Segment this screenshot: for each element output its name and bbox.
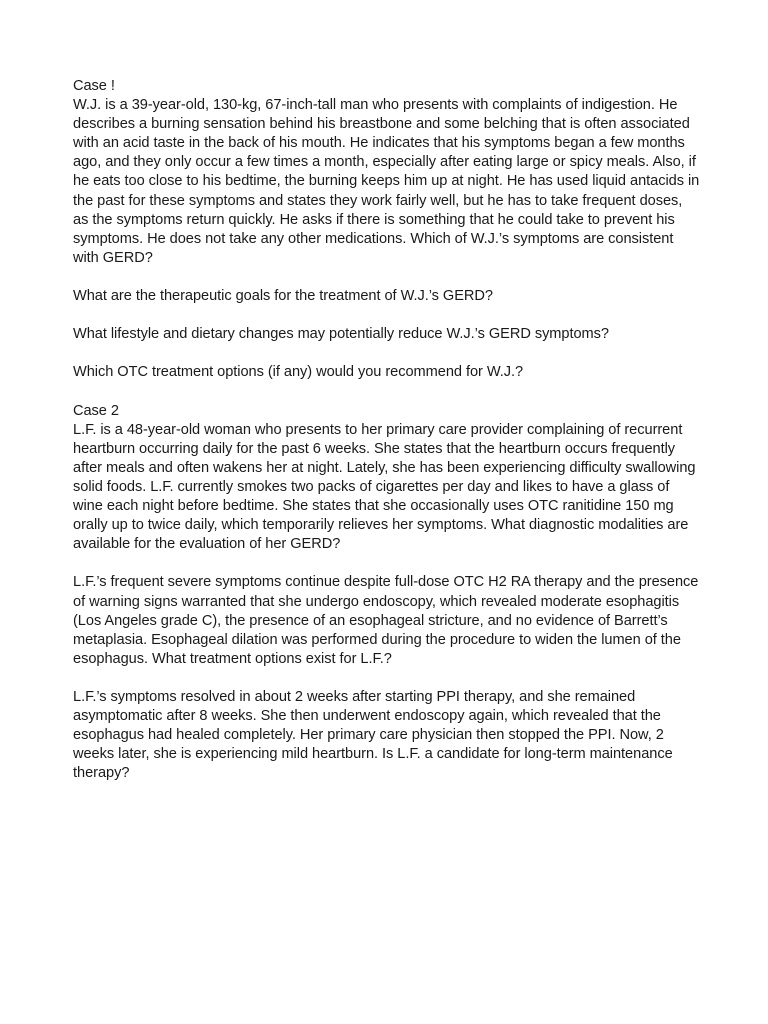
case-2-maintenance-paragraph: L.F.’s symptoms resolved in about 2 weeks after starting PPI therapy, and she remained asymptomatic after 8 weeks. She then underwent endoscopy again, which revealed that the esophagus had healed completely. Her primary care physician then stopped the PPI. Now, 2 weeks later, she is experiencing mild heartburn. Is L.F. a candidate for long-term maintenance therapy?	[73, 689, 673, 782]
case-1-question-otc: Which OTC treatment options (if any) would you recommend for W.J.?	[73, 364, 524, 381]
spacer	[73, 268, 701, 287]
case-1-section	[73, 77, 701, 383]
spacer	[73, 554, 701, 573]
case-2-section	[73, 402, 701, 784]
document-page	[73, 77, 701, 783]
case-2-title: Case 2	[73, 402, 119, 419]
case-2-endoscopy-paragraph: L.F.’s frequent severe symptoms continue despite full-dose OTC H2 RA therapy and the presence of warning signs warranted that she undergo endoscopy, which revealed moderate esophagitis (Los Angeles grade C), the presence of an esophageal stricture, and no evidence of Barrett’s metaplasia. Esophageal dilation was performed during the procedure to widen the lumen of the esophagus. What treatment options exist for L.F.?	[73, 574, 699, 667]
spacer	[73, 306, 701, 325]
case-1-question-goals: What are the therapeutic goals for the treatment of W.J.’s GERD?	[73, 288, 493, 305]
spacer	[73, 669, 701, 688]
case-1-question-lifestyle: What lifestyle and dietary changes may potentially reduce W.J.’s GERD symptoms?	[73, 326, 609, 343]
case-1-intro: W.J. is a 39-year-old, 130-kg, 67-inch-tall man who presents with complaints of indigestion. He describes a burning sensation behind his breastbone and some belching that is often associated with an acid taste in the back of his mouth. He indicates that his symptoms began a few months ago, and they only occur a few times a month, especially after eating large or spicy meals. Also, if he eats too close to his bedtime, the burning keeps him up at night. He has used liquid antacids in the past for these symptoms and states they work fairly well, but he has to take frequent doses, as the symptoms return quickly. He asks if there is something that he could take to prevent his symptoms. He does not take any other medications. Which of W.J.’s symptoms are consistent with GERD?	[73, 97, 700, 266]
case-1-title: Case !	[73, 78, 115, 94]
spacer	[73, 344, 701, 363]
case-2-intro: L.F. is a 48-year-old woman who presents to her primary care provider complaining of recurrent heartburn occurring daily for the past 6 weeks. She states that the heartburn occurs frequently after meals and often wakens her at night. Lately, she has been experiencing difficulty swallowing solid foods. L.F. currently smokes two packs of cigarettes per day and likes to have a glass of wine each night before bedtime. She states that she occasionally uses OTC ranitidine 150 mg orally up to twice daily, which temporarily relieves her symptoms. What diagnostic modalities are available for the evaluation of her GERD?	[73, 421, 696, 553]
spacer	[73, 383, 701, 402]
